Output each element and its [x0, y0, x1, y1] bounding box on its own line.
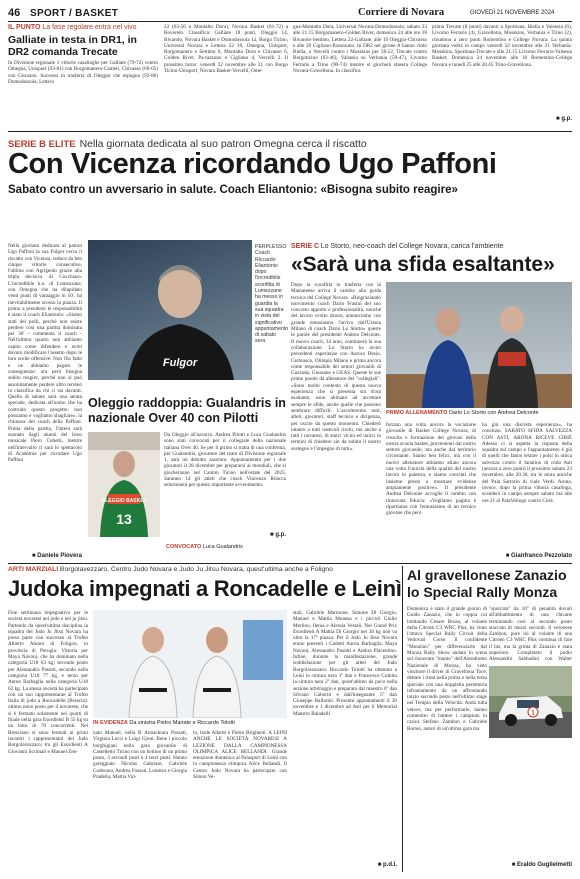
main-kicker-line: [8, 134, 572, 148]
punto-col-3: gna-Montalto Dora, Universal Novara-Domodossola; sabato 23 alle 21.15 Borgomanero-Golden River, domenica 24 alle ore 18 Rivarolo-Settimo, Lettera 22-Galliate, alle 19 Oleggio-Chivasso e alle 20 Cigliano-Parazzuno. In DR2 nel girone A hanno vinto Biella, a Vercelli contro i Mosskins per 58-52, Trecate contro Borgoticino (63-46), Valsesia su Verbania (59-47), Livorno Ferraris a Trino (90-74) mentre si giocherà stasera College Novara-Gravellona. In classifica: [293, 24, 427, 75]
rally-car-figure: [489, 666, 572, 738]
judo-caption-label: IN EVIDENZA: [93, 720, 128, 726]
seriec-col-2: forzato una volta ancora la vocazione giovanile di Basket College Novara, di crescita e formazione dei giovani della nostra scuola basket, provenienti dal nostro settore giovanile, ma anche dal territorio circostante. Siamo ben felici, ma con il nuovo allenatore abbiamo aliato ancora una volta l'unicità della qualità del nostro lavoro in palestra, e siamo convinti che insieme presto a mostrare evidenze ampiamente positive». Il presidente Andrea Delconte accoglie il cambio con rinnovata fiducia: «Vogliamo pagina e ripartiamo con l'entusiasmo di un tecnico giovane che però: [386, 422, 476, 517]
coach-figure: [88, 240, 252, 380]
seriec-caption: [386, 410, 574, 417]
rally-col-2b: [489, 740, 572, 860]
judo-kicker-line: [8, 566, 398, 573]
main-headline: Con Vicenza ricordando Ugo Paffoni: [8, 148, 497, 180]
rally-col-2: "sporcata" da 10" di penalità dovuti all'abbattimento di una chicane terminando così al secondo posto staccato di mezzi secondi. Il veronese Zambon, pure lui al volante di una Citroen C3 WRC Plus continua di fare il bis, ma la grinta di Zanazio è stata superiore. Completato il podio Alessandro Sabbadini con Walter: [489, 606, 572, 662]
oleggio-body: Da Oleggio all'azzurro. Andrea Pilotti e Luca Gualandris sono stati convocati per il collegiale della nazionale italiana Over 40. Se per il primo si tratta di una conferma, per Gualandris, giocatore del team di Divisione regionale 1, sarà un debutto assoluto. Appuntamento per i due giocatori il 28 dicembre per prepararsi ai mondiali, che si giocheranno nel Canton Ticino nell'estate del 2025. Saranno 14 gli atleti che coach Vincenzo Ritacca selezionerà per questo importante avvenimento.: [164, 432, 286, 489]
oleggio-caption-text: Luca Gualandris: [202, 544, 243, 550]
player-figure: [88, 432, 160, 537]
punto-article: [8, 24, 572, 130]
oleggio-signature: ■ g.p.: [270, 532, 286, 538]
page-header: [8, 6, 572, 22]
punto-col-4: prima Trecate (8 punti) davanti a Sportiana, Biella e Valsesia (6), Livorno Ferraris (4), Gravellona, Mosskins, Verbania e Trino (2), chiudono a zero punti Romentino e College Novara. La quinta giornata vedrà in campo venerdì 22 novembre alle 21 Verbania-Mosskins, Sportiana-Trecate e alle 21.15 Livorno Ferraris-Valsesia Basket; Domenica 24 novembre alle 18 Romentino-College Novara e lunedì 25 alle 20.45 Trino-Gravellona.: [432, 24, 572, 68]
coach-photo: [88, 240, 252, 380]
main-kicker: SERIE B ELITE: [8, 139, 76, 150]
seriec-caption-label: PRIMO ALLENAMENTO: [386, 410, 448, 416]
punto-col-2: 22 (63-56 a Montalto Dora), Novara Basket (81-72) a Rovereto. Classifica: Galliate 18 punti, Oleggio 14, Rivarolo, Novara Basket e Domodossola 12, Borgo Ticino, Universal Novara e Lettera 22 10, Omegna, Unisport, Borgomanero e Settimo 8, Montalto Dora e Chivasso 6, Golden River, Pa-razzuno e Cigliano 4, Vercelli 2. Il prossimo turno: venerdì 22 novembre alle 21 con Borgo Ticino-Unisport, Novara Basket-Vercelli, Ome-: [164, 24, 288, 75]
rally-col-1: Domenica è stato il grande giorno di Guido Zanazio, che in coppia col lombardo Cesare Brusa, al volante della Citroen C3 WRC Plus, ha vinto l'ottavo Special Rally Circuit della Vedovati Corse. Il confidente "Monzino" per differenziarlo dal Monza Rally Show andato in scena sul rinnovato "manto" dell'Autodromo Nazionale di Monza, ha visto vincitore il driver di Gravellona Toce, dettare i ritmi nella prima e nella terza speciale con una doppietta perentoria infrantamento da un affrontando inizio secondo posto nell'ultimo stage nel Tempio della Velocità. Anda tutta veloce, ma per performarle, hanno comentito di battere i campioni in carica Stefano Zambon e Gabriele Romei, autori di un'ottima gara ma: [407, 606, 487, 732]
judo-col-1: Fine settimana impegnativo per le società novaresi nel judo e nel ju jitsu. Partendo da quest'ultima disciplina la squadra del Judo Ju Jitsu Novara ha preso parte con successo al Trofeo Alberto Alunni di Foligno, in provincia di Perugia. Vittoria per Maya Navoni, che ha dominato nella categoria U18 63 kg; secondo posto per Alessandro Pasotti, secondo nella categoria U18 77 kg, e terzo per Aaron Barbaglia nella categoria U18 62 kg. La stessa società ha partecipato con un suo rappresentante al Trofeo Italia di judo a Roncadelle (Brescia): ottimo nono posto per il novarese, che si è fermato solamente nei quarti di finale nella gara Esordienti B 55 kg su un lotto di 70 concorrenti. Nel Bresciano si sono fermati ai primi incontri i rappresentanti del Judo Borgolavezzaro; tra gli Esordienti A Giovanni Scrimali e Manuel Zen-: [8, 610, 88, 755]
jersey-text: Fulgor: [162, 357, 198, 369]
main-kicker-rest: Nella giornata dedicata al suo patron Omegna cerca il riscatto: [79, 138, 367, 150]
judo-kicker: ARTI MARZIALI: [8, 566, 59, 573]
seriec-caption-text: Dario Lo Storto con Andrea Delconte: [448, 410, 539, 416]
judo-caption: [93, 720, 287, 727]
judo-caption-text: Da sinistra Pietro Mairate e Riccardo Tolotti: [129, 720, 235, 726]
seriec-kicker-line: [291, 242, 573, 250]
oleggio-jersey-number: 13: [116, 511, 132, 527]
judo-photo: [93, 610, 287, 718]
main-signature: ■ Daniele Piovera: [32, 553, 82, 559]
oleggio-jersey-text: OLEGGIO BASKET: [101, 498, 147, 504]
judo-col-3: lo, Iside Alberti e Pietro Brighenti. A LEINÌ ANCHE LE SOCIETÀ NOVARESI A LEZIONE DALLA CAMPIONESSA OLIMPICA ALICE BELLANDI. Grande emozione domenica al Palasport di Leinì con la campionessa olimpica Alice Bellandi. Il Centro Judo Novara ha partecipato con Simon Ve-: [193, 730, 287, 781]
rally-headline: Al gravellonese Zanazio lo Special Rally Monza: [407, 567, 567, 600]
page-number: 46: [8, 7, 21, 19]
punto-kicker-line: [8, 24, 137, 31]
main-subheadline: Sabato contro un avversario in salute. Coach Eliantonio: «Bisogna subito reagire»: [8, 184, 458, 196]
judo-kicker-rest: Borgolavezzaro, Centro Judo Novara e Judo Ju Jitsu Novara, quest'ultima anche a Foligno: [59, 566, 333, 573]
judo-col-2: nato Manuel, nella B Annachiara Possati, Virginia Lucci e Luigi Gjoni. Bene i piccolo borghigiani nella gara giovanile di Castelletto Ticino con un bottino di un primo posto, 3 secondi posti e 4 terzi posti. Hanno gareggiato Nicolas Gabriani, Gabriele Codecasa, Andrea Fossati, Lorenzo e Giorgia Pradella, Mattia Vul-: [93, 730, 187, 781]
seriec-col-3: ha già una discreta esperienza», ha concluso. SABATO SFIDA SALVEZZA CON ASTI, ARONA RICEVE CIRIÈ Adesso ci si aspetta la risposta della squadra sul campo e l'appuntamento è già di quelli che fanno testare i polsi in ottica salvezza contro il fanalino di coda Asti (ancora a zero punti) il prossimo sabato 23 novembre, alle 20.30, tra le mura amiche del Pala Sartorio di viale Verdi. Arona, invece, dopo la prima vittoria casalinga, scenderà in campo sempre sabato ma alle ore 21 al PalaVelingo contro Ciriè.: [482, 422, 572, 504]
coaches-figure: [386, 282, 572, 408]
seriec-photo: [386, 282, 572, 408]
issue-date: GIOVEDÌ 21 NOVEMBRE 2024: [470, 10, 555, 16]
rally-photo: [489, 666, 572, 738]
rally-car-number: 1: [531, 710, 535, 717]
seriec-signature: ■ Gianfranco Pezzolato: [505, 553, 572, 559]
punto-headline: Galliate in testa in DR1, in DR2 comanda Trecate: [8, 34, 137, 58]
oleggio-photo: [88, 432, 160, 537]
punto-signature: ■ g.p.: [556, 116, 572, 122]
section-label: SPORT / BASKET: [30, 8, 119, 19]
divider: [402, 566, 403, 872]
oleggio-caption-label: CONVOCATO: [166, 544, 202, 550]
coach-photo-caption: PERPLESSO Coach Riccardo Eliantonio dopo l'incredibile sconfitta di Lumezzane ha messo in guardia la sua squadra in vista del significativo appuntamento di sabato sera: [255, 244, 289, 345]
masthead: Corriere di Novara: [358, 7, 445, 18]
rally-signature: ■ Eraldo Guglielmetti: [511, 862, 572, 868]
divider: [8, 563, 572, 564]
judo-col-4: stali, Gabriele Marinone, Simone Di Giorgio, Manuel e Mattia Monesa e i piccoli Giulio Merlino, Ilenia e Alessia Vestali. Nel Grand Prix Esordienti A Mattia Di Giorgio nei 36 kg non va oltre la 17ª piazza. Per il Judo Ju Jitsu Novara erano presenti i Cadetti Aaron Barbaglia, Maya Navoni, Alessandro Pasotti e Ambra Placentino. Infine, durante la manifestazione, grande soddisfazione per gli atleti del Judo Borgolavezzaro: Riccardo Tolotti ha ottenuto a Leinì la cintura nera 1º dan e Francesco Colnitu la cintura nera 2º dan, quest'ultimo da poco nella sezione arbitraggio e preparato dal maestro 6º dan Silvano Gaboriti e dall'insegnante 5º dan Giuseppe Ballarini. Prossimi appuntamenti il 30 novembre e 1 dicembre ad Asti per il Memorial Maestro Baladelli: [293, 610, 397, 717]
punto-kicker: IL PUNTO: [8, 24, 41, 31]
seriec-headline: «Sarà una sfida esaltante»: [291, 253, 555, 276]
judo-headline: Judoka impegnati a Roncadelle e Leinì: [8, 576, 402, 601]
divider: [8, 131, 572, 132]
oleggio-headline: Oleggio raddoppia: Gualandris in nazionale Over 40 con Pilotti: [88, 396, 286, 425]
judoka-figure: [93, 610, 287, 718]
oleggio-caption: [166, 544, 288, 551]
seriec-kicker-rest: Lo Storto, neo-coach del College Novara, carica l'ambiente: [320, 243, 504, 250]
punto-col-1: In Divisione regionale 1 vittorie casalinghe per Galliate (79-72) contro Omegna, Unisport (93-81) con Borgomanero-Cameri, Chivasso (69-65) con Gozzano. Successi in trasferta di Oleggio che espugna (92-86) Domodossola, Lettera: [8, 60, 158, 85]
main-body: Nella giornata dedicata al patron Ugo Paffoni la sua Fulgor cerca il riscatto con Vicenza, reduce da ben cinque vittorie consecutive, l'ultima con Agrigento grazie alla tripla decisiva di Cucchiaro. L'incredibile k.o. di Lumezzane, con Omegna che ha dilapidato venti punti di vantaggio in 10', ha inevitabilmente scosso la piazza. Il primo a prendersi le responsabilità è stato il coach Eliantonio: «Siamo stati dei polli, perchè non esiste perdere così una partita dominata per 30' - commenta il coach - Nell'ultimo quarto non abbiamo capito come difendere e avrei dovuto modificare l'assetto dopo le loro scelte offensive. Non l'ho fatto e ne abbiamo pagato le conseguenze: ora però bisogna subito reagire, perché non si può assolutamente perdere altro terreno in classifica da chi ci sta davanti. Quella di sabato sarà una serata speciale, dedicata all'uomo che ha costruito questo progetto: non possiamo e vogliamo sbagliare». la chiusura del coach della Paffoni. Prima della partita, l'intera sarà suonato dagli alunni del liceo musicale Piero Cobetti, mentre nell'intervallo ci sarà lo spettacolo di Academia per ricordare Ugo Paffoni: [8, 243, 82, 464]
punto-kicker-rest: La fase regolare entra nel vivo: [42, 24, 137, 31]
seriec-col-1: Dopo la sconfitta in trasferta con la Mamateese arriva il cambio alla guida tecnica del College Novara. «Ringraziando movimento coach Dario Frasini del suo concreto apporto e professionalità, nonché del lavoro svolto sinora, annunciamo con grande entusiasmo l'arrivo dall'Urania Milano di coach Dario Lo Storto» queste le parole del presidente Andrea Delconte. Il nuovo coach, 34 anni, continuerà la sua collaborazione. Lo Storto ha avuto precedenti esperienze con Aurora Desio, Cermusco, Olimpia Milano e prima ancora come responsabile dei settori giovanili di Gazzada, Giussano e GEAS. Queste le sue prime parole da allenatore dei "collegiali": «Sono molto contento di questa nuova esperienza che si presenta sin d'ora esaltante, sono abituato ad accettare sempre le sfide, anche quelle che possono sembrare difficili. L'ascolteremo tutti, atleti, giocatori, staff tecnico e dirigenza, per uscire da questo momento. Chiederò intanto a tutti notevoli rischi, ma anche a tutti i novaresi, di starci vicini ed unirci in termini di chiedere sin da subito il nostro sostegno e l'impegno di tutti».: [291, 282, 381, 452]
judo-signature: ■ p.d.l.: [377, 862, 397, 868]
seriec-kicker: SERIE C: [291, 243, 320, 250]
